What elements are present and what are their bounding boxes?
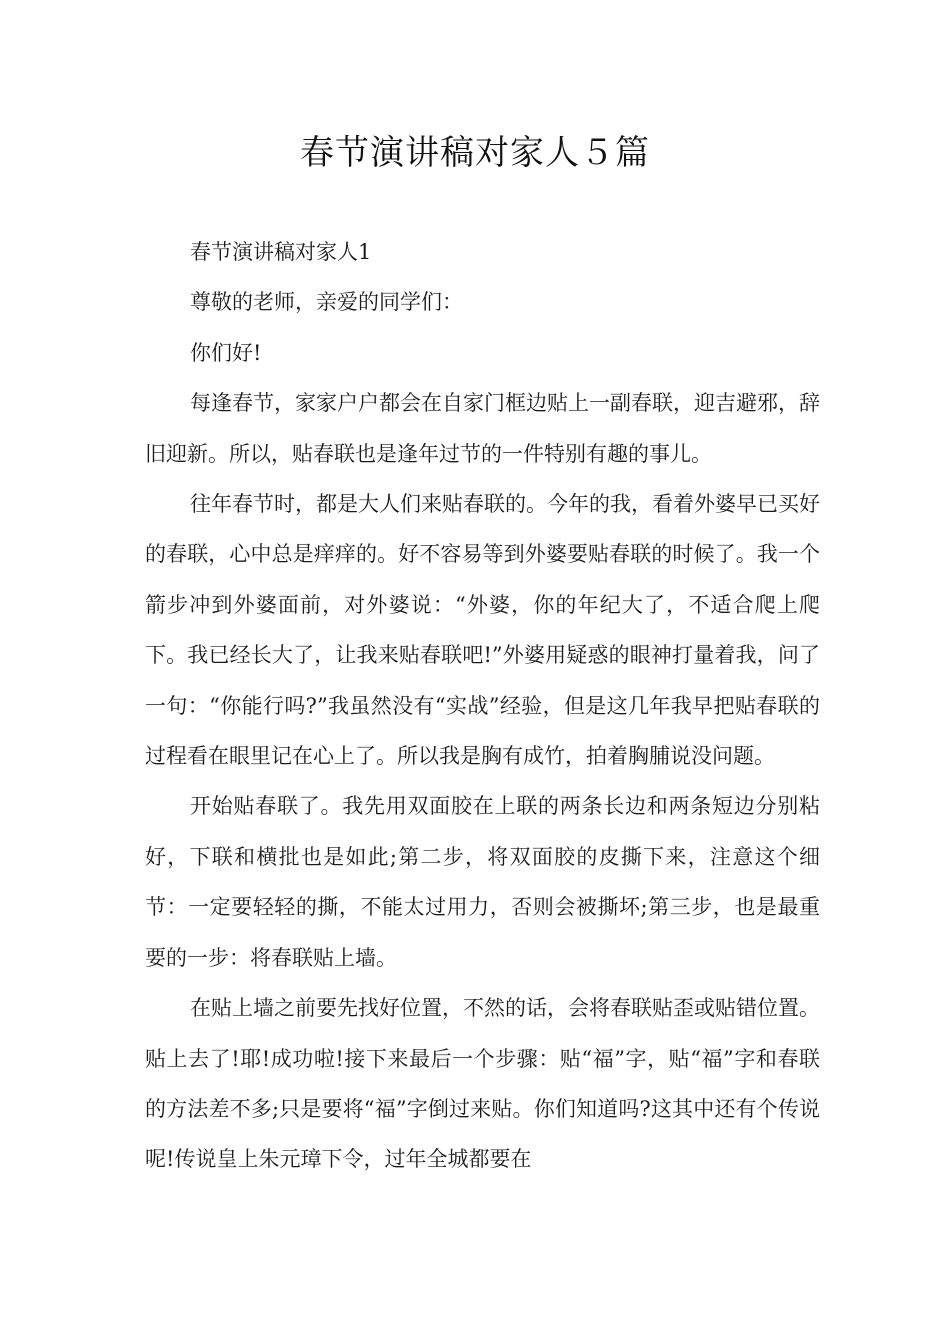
paragraph-body: 往年春节时，都是大人们来贴春联的。今年的我，看着外婆早已买好的春联，心中总是痒痒的。好不容易等到外婆要贴春联的时候了。我一个箭步冲到外婆面前，对外婆说：“外婆，你的年纪大了，不适合爬上爬下。我已经长大了，让我来贴春联吧!”外婆用疑惑的眼神打量着我，问了一句：“你能行吗?”我虽然没有“实战”经验，但是这几年我早把贴春联的过程看在眼里记在心上了。所以我是胸有成竹，拍着胸脯说没问题。 <box>145 492 820 769</box>
paragraph-greeting: 你们好! <box>190 340 262 365</box>
document-body <box>145 227 820 1185</box>
document-title: 春节演讲稿对家人５篇 <box>300 133 650 173</box>
paragraph-section-heading: 春节演讲稿对家人1 <box>190 240 372 264</box>
paragraph-salutation: 尊敬的老师，亲爱的同学们： <box>190 290 463 315</box>
paragraph-body: 开始贴春联了。我先用双面胶在上联的两条长边和两条短边分别粘好，下联和横批也是如此;第二步，将双面胶的皮撕下来，注意这个细节：一定要轻轻的撕，不能太过用力，否则会被撕坏;第三步，也是最重要的一步：将春联贴上墙。 <box>145 794 820 970</box>
paragraph-body: 在贴上墙之前要先找好位置，不然的话，会将春联贴歪或贴错位置。贴上去了!耶!成功啦!接下来最后一个步骤：贴“福”字，贴“福”字和春联的方法差不多;只是要将“福”字倒过来贴。你们知道吗?这其中还有个传说呢!传说皇上朱元璋下令，过年全城都要在 <box>145 996 820 1172</box>
paragraph-body: 每逢春节，家家户户都会在自家门框边贴上一副春联，迎吉避邪，辞旧迎新。所以，贴春联也是逢年过节的一件特别有趣的事儿。 <box>145 391 820 466</box>
